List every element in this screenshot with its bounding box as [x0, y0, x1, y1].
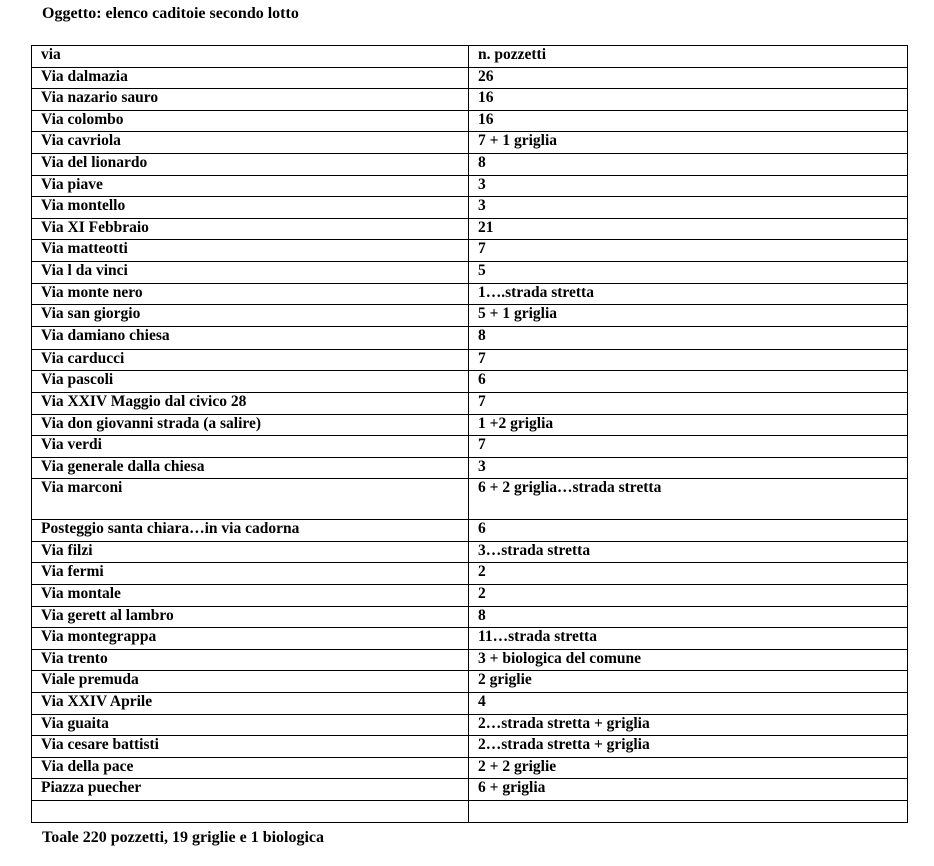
- column-header-count: n. pozzetti: [469, 46, 908, 68]
- drain-count-cell: 26: [469, 67, 908, 89]
- drain-count-cell: 3: [469, 457, 908, 479]
- drain-count-cell: 5 + 1 griglia: [469, 305, 908, 327]
- street-cell: Posteggio santa chiara…in via cadorna: [32, 520, 469, 542]
- table-row: [32, 67, 908, 89]
- street-cell: Via XXIV Aprile: [32, 693, 469, 715]
- street-cell: Via san giorgio: [32, 305, 469, 327]
- drain-count-cell: 4: [469, 693, 908, 715]
- table-row: [32, 132, 908, 154]
- drain-count-cell: 7: [469, 240, 908, 262]
- street-cell: Via pascoli: [32, 371, 469, 393]
- street-cell: Via montello: [32, 197, 469, 219]
- street-cell: Piazza puecher: [32, 779, 469, 801]
- street-cell: Via del lionardo: [32, 153, 469, 175]
- table-header-row: [32, 46, 908, 68]
- street-cell: Via marconi: [32, 479, 469, 520]
- drain-list-table: [31, 45, 908, 823]
- table-row: [32, 218, 908, 240]
- street-cell: Via colombo: [32, 110, 469, 132]
- table-row: [32, 671, 908, 693]
- street-cell: Via l da vinci: [32, 261, 469, 283]
- table-row: [32, 520, 908, 542]
- drain-count-cell: [469, 801, 908, 823]
- table-row: [32, 757, 908, 779]
- drain-count-cell: 7: [469, 349, 908, 371]
- drain-count-cell: 2 griglie: [469, 671, 908, 693]
- table-row: [32, 283, 908, 305]
- table-row: [32, 392, 908, 414]
- table-row: [32, 541, 908, 563]
- table-row: [32, 349, 908, 371]
- table-row: [32, 197, 908, 219]
- document-subject: Oggetto: elenco caditoie secondo lotto: [42, 5, 299, 22]
- drain-count-cell: 1 +2 griglia: [469, 414, 908, 436]
- drain-count-cell: 3 + biologica del comune: [469, 649, 908, 671]
- table-row: [32, 563, 908, 585]
- drain-count-cell: 16: [469, 89, 908, 111]
- street-cell: Via guaita: [32, 714, 469, 736]
- table-row: [32, 736, 908, 758]
- table-row: [32, 714, 908, 736]
- table-row: [32, 479, 908, 520]
- street-cell: Via carducci: [32, 349, 469, 371]
- drain-count-cell: 8: [469, 326, 908, 349]
- drain-count-cell: 6: [469, 371, 908, 393]
- table-row: [32, 414, 908, 436]
- street-cell: Viale premuda: [32, 671, 469, 693]
- table-row: [32, 89, 908, 111]
- table-row: [32, 175, 908, 197]
- table-row: [32, 436, 908, 458]
- drain-count-cell: 6 + 2 griglia…strada stretta: [469, 479, 908, 520]
- drain-count-cell: 21: [469, 218, 908, 240]
- street-cell: Via monte nero: [32, 283, 469, 305]
- document-total: Toale 220 pozzetti, 19 griglie e 1 biologica: [42, 829, 325, 846]
- street-cell: Via trento: [32, 649, 469, 671]
- street-cell: Via XXIV Maggio dal civico 28: [32, 392, 469, 414]
- drain-count-cell: 16: [469, 110, 908, 132]
- table-row: [32, 801, 908, 823]
- street-cell: Via don giovanni strada (a salire): [32, 414, 469, 436]
- street-cell: Via cesare battisti: [32, 736, 469, 758]
- street-cell: Via fermi: [32, 563, 469, 585]
- street-cell: Via generale dalla chiesa: [32, 457, 469, 479]
- table-row: [32, 371, 908, 393]
- street-cell: Via gerett al lambro: [32, 606, 469, 628]
- street-cell: [32, 801, 469, 823]
- table-row: [32, 628, 908, 650]
- drain-count-cell: 2…strada stretta + griglia: [469, 714, 908, 736]
- street-cell: Via nazario sauro: [32, 89, 469, 111]
- drain-count-cell: 8: [469, 153, 908, 175]
- drain-count-cell: 7: [469, 436, 908, 458]
- table-row: [32, 585, 908, 607]
- drain-count-cell: 5: [469, 261, 908, 283]
- drain-count-cell: 3…strada stretta: [469, 541, 908, 563]
- drain-count-cell: 8: [469, 606, 908, 628]
- street-cell: Via dalmazia: [32, 67, 469, 89]
- table-row: [32, 326, 908, 349]
- table-row: [32, 606, 908, 628]
- table-row: [32, 457, 908, 479]
- drain-count-cell: 2 + 2 griglie: [469, 757, 908, 779]
- drain-count-cell: 2: [469, 563, 908, 585]
- street-cell: Via verdi: [32, 436, 469, 458]
- street-cell: Via cavriola: [32, 132, 469, 154]
- drain-count-cell: 2…strada stretta + griglia: [469, 736, 908, 758]
- street-cell: Via montale: [32, 585, 469, 607]
- drain-count-cell: 3: [469, 175, 908, 197]
- table-row: [32, 779, 908, 801]
- street-cell: Via della pace: [32, 757, 469, 779]
- drain-count-cell: 7: [469, 392, 908, 414]
- table-row: [32, 261, 908, 283]
- table-row: [32, 240, 908, 262]
- table-row: [32, 649, 908, 671]
- drain-count-cell: 11…strada stretta: [469, 628, 908, 650]
- drain-count-cell: 6 + griglia: [469, 779, 908, 801]
- table-row: [32, 305, 908, 327]
- drain-count-cell: 6: [469, 520, 908, 542]
- table-row: [32, 153, 908, 175]
- street-cell: Via XI Febbraio: [32, 218, 469, 240]
- table-row: [32, 110, 908, 132]
- drain-count-cell: 2: [469, 585, 908, 607]
- column-header-street: via: [32, 46, 469, 68]
- drain-count-cell: 7 + 1 griglia: [469, 132, 908, 154]
- street-cell: Via montegrappa: [32, 628, 469, 650]
- drain-count-cell: 1….strada stretta: [469, 283, 908, 305]
- street-cell: Via filzi: [32, 541, 469, 563]
- street-cell: Via matteotti: [32, 240, 469, 262]
- drain-count-cell: 3: [469, 197, 908, 219]
- table-row: [32, 693, 908, 715]
- street-cell: Via damiano chiesa: [32, 326, 469, 349]
- street-cell: Via piave: [32, 175, 469, 197]
